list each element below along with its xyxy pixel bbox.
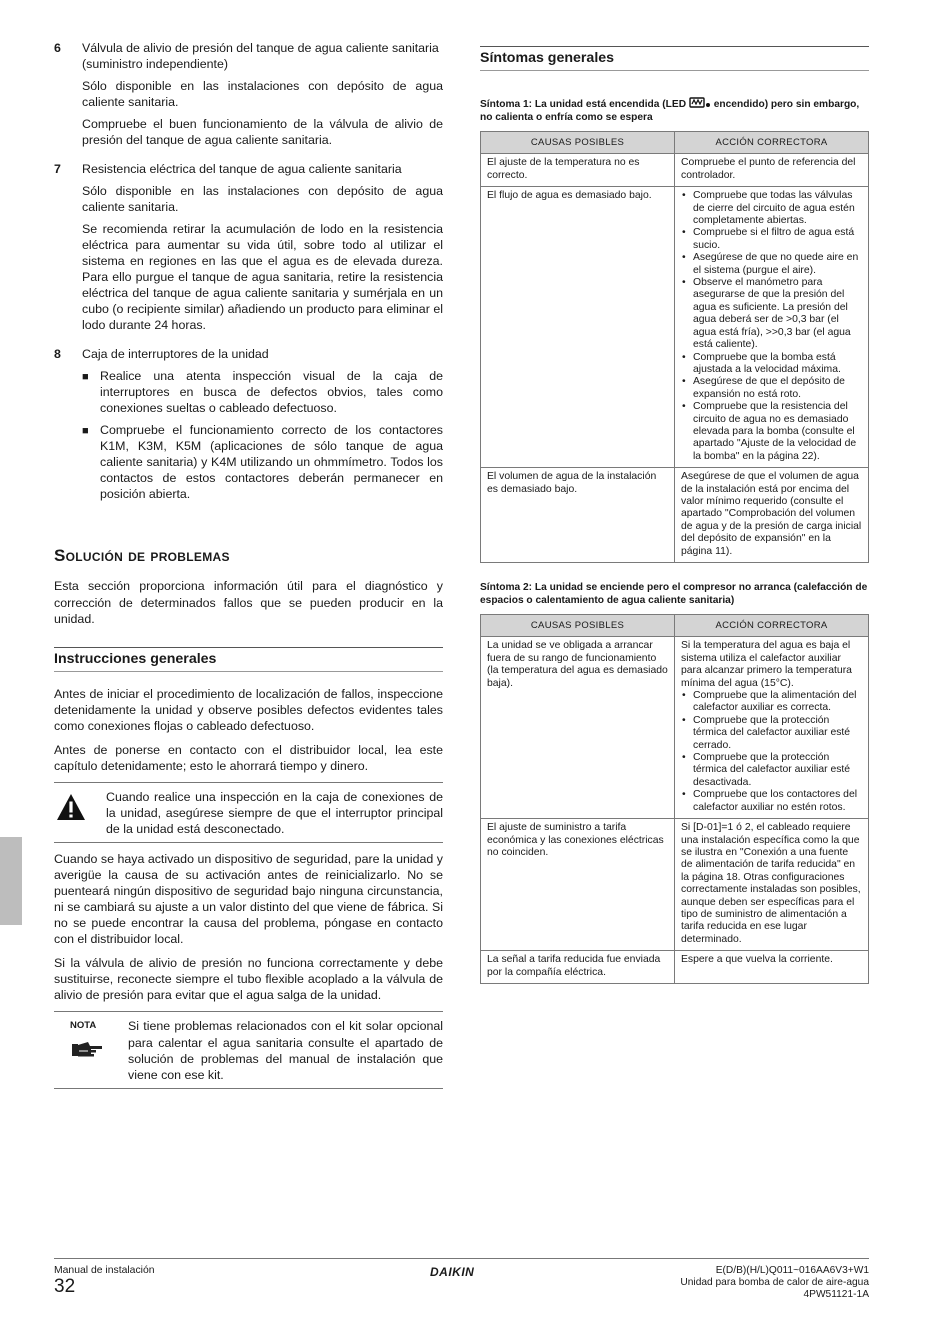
list-item: • Compruebe que la resistencia del circuito de agua no es demasiado elevada para la bomba (consulte el apartado "Ajuste de la velocidad de la bomba" en la página 22). bbox=[681, 401, 862, 463]
left-column bbox=[54, 40, 443, 1089]
right-column bbox=[480, 46, 869, 1002]
brand-logo: DAIKIN bbox=[430, 1265, 475, 1279]
list-item: • Compruebe que la alimentación del calefactor auxiliar es correcta. bbox=[681, 690, 862, 715]
table-row bbox=[481, 637, 869, 819]
list-item: • Compruebe que la protección térmica del calefactor auxiliar esté cerrado. bbox=[681, 715, 862, 752]
table-row bbox=[481, 951, 869, 984]
chapter-tab bbox=[0, 837, 22, 925]
square-bullet-icon: ■ bbox=[82, 370, 89, 383]
action-cell: Asegúrese de que el volumen de agua de la instalación está por encima del valor mínimo requerido (consulte el apartado "Comprobación del volumen de agua y de la presión de carga inicial del depósito de expansión" en la página 11). bbox=[675, 468, 869, 563]
paragraph: Antes de iniciar el procedimiento de localización de fallos, inspeccione detenidamente la unidad y observe posibles defectos evidentes tales como conexiones flojas o cableado defectuoso. bbox=[54, 686, 443, 733]
table-row bbox=[481, 819, 869, 951]
general-symptoms-heading: Síntomas generales bbox=[480, 46, 869, 71]
item-number: 8 bbox=[54, 346, 61, 361]
list-item-6 bbox=[54, 40, 443, 155]
column-header-action: ACCIÓN CORRECTORA bbox=[675, 615, 869, 637]
action-cell: Si la temperatura del agua es baja el sistema utiliza el calefactor auxiliar para alcanzar primero la temperatura mínima del agua (15°C). • Compruebe que la alimentación del calefactor auxiliar es correcta. • Compruebe que la protección térmica del calefactor auxiliar esté cerrado. • Compruebe que la protección térmica del calefactor auxiliar esté desactivada. • Compruebe que los contactores del calefactor auxiliar no estén rotos. bbox=[675, 637, 869, 819]
list-item: • Compruebe que la protección térmica del calefactor auxiliar esté desactivada. bbox=[681, 752, 862, 789]
list-item-7 bbox=[54, 161, 443, 340]
action-cell: Si [D-01]=1 ó 2, el cableado requiere una instalación específica como la que se ilustra en "Conexión a una fuente de alimentación de tarifa reducida" en la página 18. Otras configuraciones correctamente instaladas son posibles, aunque deben ser específicas para el tipo de suministro de alimentación a tarifa reducida en ese lugar determinado. bbox=[675, 819, 869, 951]
item-title: Caja de interruptores de la unidad bbox=[82, 346, 269, 361]
square-bullet-icon: ■ bbox=[82, 424, 89, 437]
list-item: • Observe el manómetro para asegurarse de que la presión del agua es suficiente. La presión del agua deberá ser de >0,3 bar (el agua está fría), >>0,3 bar (el agua está caliente). bbox=[681, 277, 862, 351]
cause-cell: El volumen de agua de la instalación es demasiado bajo. bbox=[481, 468, 675, 563]
paragraph: Antes de ponerse en contacto con el distribuidor local, lea este capítulo detenidamente; esto le ahorrará tiempo y dinero. bbox=[54, 743, 443, 774]
paragraph: Si la válvula de alivio de presión no funciona correctamente y debe sustituirse, reconecte siempre el tubo flexible acoplado a la válvula de alivio de presión para evitar que el agua salga de la unidad. bbox=[54, 956, 443, 1003]
bullet-item: ■ Realice una atenta inspección visual de la caja de interruptores en busca de defectos obvios, tales como conexiones sueltas o cableado defectuoso. bbox=[82, 368, 443, 415]
table-row bbox=[481, 187, 869, 468]
column-header-causes: CAUSAS POSIBLES bbox=[481, 132, 675, 154]
general-instructions-heading: Instrucciones generales bbox=[54, 647, 443, 672]
table-row bbox=[481, 154, 869, 187]
symptom-1-title: Síntoma 1: La unidad está encendida (LED encendido) pero sin embargo, no calienta o enfría como se espera bbox=[480, 99, 860, 123]
cause-cell: La unidad se ve obligada a arrancar fuera de su rango de funcionamiento (la temperatura del agua es demasiado baja). bbox=[481, 637, 675, 819]
footer-product: Unidad para bomba de calor de aire-agua bbox=[680, 1277, 869, 1288]
cause-cell: El ajuste de suministro a tarifa económica y las conexiones eléctricas no coinciden. bbox=[481, 819, 675, 951]
cause-cell: La señal a tarifa reducida fue enviada por la compañía eléctrica. bbox=[481, 951, 675, 984]
list-item-8 bbox=[54, 346, 443, 509]
list-item: • Asegúrese de que no quede aire en el sistema (purgue el aire). bbox=[681, 252, 862, 277]
item-paragraph: Sólo disponible en las instalaciones con depósito de agua caliente sanitaria. bbox=[82, 79, 443, 110]
symptom-2-table bbox=[480, 614, 869, 984]
section-intro: Esta sección proporciona información útil para el diagnóstico y corrección de determinados fallos que se pueden producir en la unidad. bbox=[54, 579, 443, 626]
column-header-action: ACCIÓN CORRECTORA bbox=[675, 132, 869, 154]
note-box bbox=[54, 1011, 443, 1088]
footer-manual-label: Manual de instalación bbox=[54, 1265, 155, 1276]
list-item: • Compruebe si el filtro de agua está sucio. bbox=[681, 227, 862, 252]
item-number: 7 bbox=[54, 161, 61, 176]
action-cell: Compruebe el punto de referencia del controlador. bbox=[675, 154, 869, 187]
pointing-hand-icon bbox=[70, 1039, 104, 1059]
footer-divider bbox=[54, 1258, 869, 1259]
paragraph: Cuando se haya activado un dispositivo de seguridad, pare la unidad y averigüe la causa de su activación antes de reinicializarlo. No se puenteará ningún dispositivo de seguridad bajo ninguna circunstancia, ni se cambiará su ajuste a un valor distinto del que viene de fábrica. Si no se puede encontrar la causa del problema, póngase en contacto con el distribuidor local. bbox=[54, 851, 443, 947]
note-label: NOTA bbox=[70, 1020, 97, 1032]
action-cell bbox=[675, 187, 869, 468]
footer-code: 4PW51121-1A bbox=[803, 1289, 869, 1300]
footer-model: E(D/B)(H/L)Q011~016AA6V3+W1 bbox=[715, 1265, 869, 1276]
table-row bbox=[481, 468, 869, 563]
list-item: • Compruebe que la bomba está ajustada a la velocidad máxima. bbox=[681, 352, 862, 377]
warning-text: Cuando realice una inspección en la caja de conexiones de la unidad, asegúrese siempre de que el interruptor principal de la unidad está desconectado. bbox=[106, 790, 443, 837]
list-item: • Asegúrese de que el depósito de expansión no está roto. bbox=[681, 376, 862, 401]
item-number: 6 bbox=[54, 41, 61, 55]
item-paragraph: Se recomienda retirar la acumulación de lodo en la resistencia eléctrica para aumentar su vida útil, sobre todo al utilizar el sistema en regiones en las que el agua es de elevada dureza. Para ello purgue el tanque de agua sanitaria, retire la resistencia eléctrica del tanque de agua caliente sanitaria y sumérjala en un cubo (o recipiente similar) añadiendo un producto para eliminar el lodo durante 24 horas. bbox=[82, 221, 443, 333]
cause-cell: El flujo de agua es demasiado bajo. bbox=[481, 187, 675, 468]
item-paragraph: Sólo disponible en las instalaciones con depósito de agua caliente sanitaria. bbox=[82, 183, 443, 214]
footer-document-info bbox=[680, 1265, 869, 1301]
note-text: Si tiene problemas relacionados con el kit solar opcional para calentar el agua sanitaria consulte el apartado de solución de problemas del manual de instalación que viene con ese kit. bbox=[128, 1019, 443, 1082]
item-paragraph: Compruebe el buen funcionamiento de la válvula de alivio de presión del tanque de agua caliente sanitaria. bbox=[82, 117, 443, 148]
warning-box bbox=[54, 782, 443, 842]
heating-led-icon bbox=[689, 97, 711, 109]
symptom-1-table bbox=[480, 131, 869, 563]
list-item: • Compruebe que los contactores del calefactor auxiliar no estén rotos. bbox=[681, 789, 862, 814]
item-title: Válvula de alivio de presión del tanque de agua caliente sanitaria (suministro independiente) bbox=[82, 41, 439, 72]
section-title: Solución de problemas bbox=[54, 546, 230, 566]
symptom-2-title: Síntoma 2: La unidad se enciende pero el compresor no arranca (calefacción de espacios o calentamiento de agua caliente sanitaria) bbox=[480, 582, 868, 606]
bullet-item: ■ Compruebe el funcionamiento correcto de los contactores K1M, K3M, K5M (aplicaciones de sólo tanque de agua caliente sanitaria) y K4M utilizando un ohmmímetro. Todos los contactos de estos contactores deberán permanecer en posición abierta. bbox=[82, 422, 443, 502]
warning-triangle-icon bbox=[56, 793, 86, 821]
list-item: • Compruebe que todas las válvulas de cierre del circuito de agua estén completamente abiertas. bbox=[681, 190, 862, 227]
item-title: Resistencia eléctrica del tanque de agua caliente sanitaria bbox=[82, 161, 402, 176]
page-number: 32 bbox=[54, 1276, 76, 1297]
action-cell: Espere a que vuelva la corriente. bbox=[675, 951, 869, 984]
column-header-causes: CAUSAS POSIBLES bbox=[481, 615, 675, 637]
cause-cell: El ajuste de la temperatura no es correcto. bbox=[481, 154, 675, 187]
